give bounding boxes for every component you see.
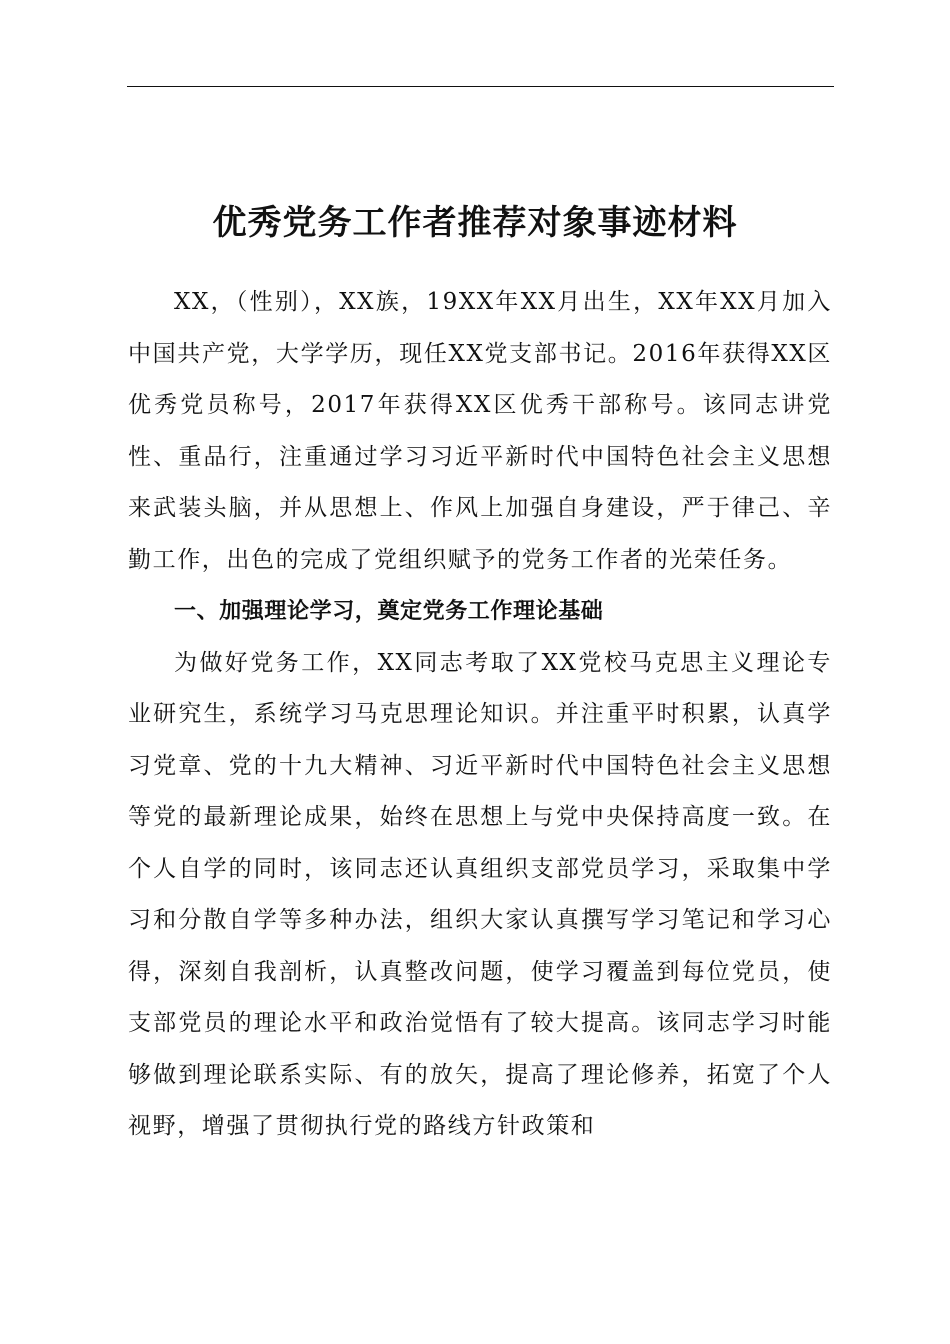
section-heading: 一、加强理论学习，奠定党务工作理论基础 bbox=[174, 599, 604, 624]
document-body bbox=[128, 277, 832, 1153]
document-title: 优秀党务工作者推荐对象事迹材料 bbox=[212, 203, 738, 243]
section-paragraph: 为做好党务工作，XX同志考取了XX党校马克思主义理论专业研究生，系统学习马克思理论知识。并注重平时积累，认真学习党章、党的十九大精神、习近平新时代中国特色社会主义思想等党的最新理论成果，始终在思想上与党中央保持高度一致。在个人自学的同时，该同志还认真组织支部党员学习，采取集中学习和分散自学等多种办法，组织大家认真撰写学习笔记和学习心得，深刻自我剖析，认真整改问题，使学习覆盖到每位党员，使支部党员的理论水平和政治觉悟有了较大提高。该同志学习时能够做到理论联系实际、有的放矢，提高了理论修养，拓宽了个人视野，增强了贯彻执行党的路线方针政策和 bbox=[128, 649, 832, 1139]
header-rule bbox=[127, 86, 834, 87]
intro-paragraph: XX，（性别），XX族，19XX年XX月出生，XX年XX月加入中国共产党，大学学历，现任XX党支部书记。2016年获得XX区优秀党员称号，2017年获得XX区优秀干部称号。该同志讲党性、重品行，注重通过学习习近平新时代中国特色社会主义思想来武装头脑，并从思想上、作风上加强自身建设，严于律己、辛勤工作，出色的完成了党组织赋予的党务工作者的光荣任务。 bbox=[128, 289, 832, 573]
